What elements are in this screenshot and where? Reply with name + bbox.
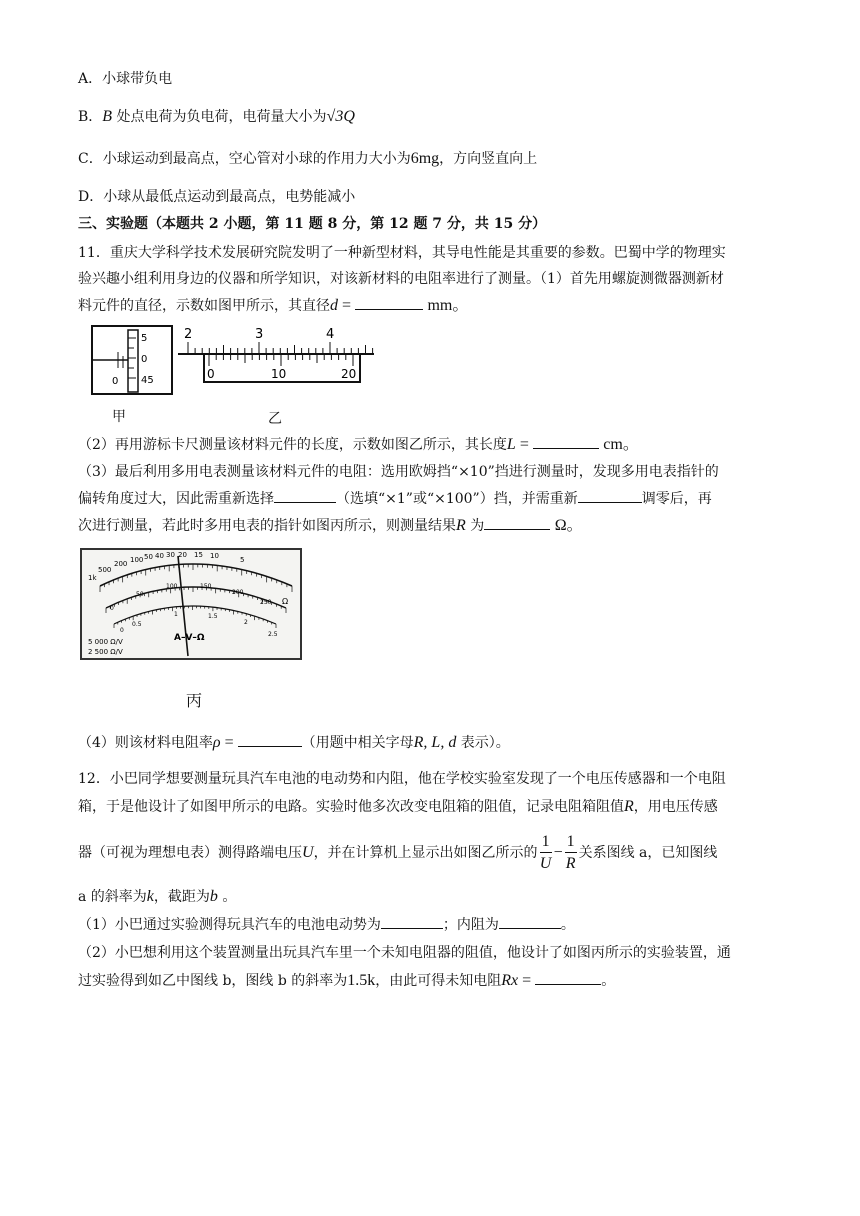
meter-low-0: 0	[120, 627, 124, 634]
q12-U-var: U	[302, 844, 314, 861]
q11-d-var: d	[330, 297, 338, 314]
q12-line3-b: ，并在计算机上显示出如图乙所示的	[313, 845, 538, 861]
option-a-text: A．小球带负电	[78, 71, 173, 87]
section-title	[78, 213, 546, 235]
q11-part3-line2	[78, 488, 712, 510]
meter-low-0-5: 0.5	[132, 621, 142, 628]
caliper-main-ticks	[188, 342, 376, 354]
meter-omega-symbol: Ω	[282, 597, 289, 606]
meter-mid-50: 50	[136, 591, 144, 598]
q11-d-answer-blank[interactable]	[355, 295, 423, 310]
q12-Rx-answer-blank[interactable]	[535, 970, 601, 985]
q12-slope-value: 1.5k	[347, 972, 376, 989]
meter-low-1: 1	[174, 611, 178, 618]
caliper-figure	[176, 324, 376, 390]
q11-line2	[78, 268, 724, 290]
q11-part4-eq: =	[220, 734, 238, 751]
q12-part1	[78, 914, 575, 936]
q12-part2-line1-text: （2）小巴想利用这个装置测量出玩具汽车里一个未知电阻器的阻值，他设计了如图丙所示的实验装置，通	[78, 945, 731, 961]
meter-low-2-5: 2.5	[268, 631, 278, 638]
q11-line3-text: 料元件的直径，示数如图甲所示，其直径	[78, 298, 330, 314]
meter-low-2: 2	[244, 619, 248, 626]
meter-top-500: 500	[98, 566, 112, 574]
figure-bing-label: 丙	[186, 691, 203, 710]
q12-frac-1-over-U	[540, 832, 552, 875]
q11-d-unit: mm。	[427, 297, 469, 314]
q11-line1	[78, 242, 726, 264]
meter-top-200: 200	[114, 560, 128, 568]
option-b	[78, 106, 355, 128]
q11-part4-c: 表示）。	[460, 735, 510, 751]
option-b-text: 处点电荷为负电荷，电荷量大小为	[116, 109, 327, 125]
caliper-vernier-10: 10	[271, 367, 287, 381]
q12-line2-b: ，用电压传感	[633, 799, 718, 815]
q12-part2-line2-b: ，由此可得未知电阻	[375, 973, 502, 989]
q12-line4-b: ，截距为	[153, 889, 210, 905]
meter-top-50: 50	[144, 553, 153, 561]
meter-mid-150: 150	[200, 583, 212, 590]
q12-resistance-answer-blank[interactable]	[499, 914, 561, 929]
meter-top-100: 100	[130, 556, 144, 564]
q11-L-unit: cm。	[603, 436, 639, 453]
meter-top-15: 15	[194, 551, 203, 559]
meter-mid-200: 200	[232, 589, 244, 596]
q12-part2-line2-c: 。	[601, 973, 616, 989]
q12-Rx-var: Rx	[501, 972, 519, 989]
option-d	[78, 186, 355, 208]
q11-rho-answer-blank[interactable]	[238, 732, 302, 747]
option-c-tail: ，方向竖直向上	[439, 151, 538, 167]
micrometer-label-5: 5	[141, 333, 148, 344]
q11-range-answer-blank[interactable]	[274, 488, 336, 503]
q12-part1-b: ；内阻为	[442, 917, 499, 933]
meter-top-1k: 1k	[88, 574, 97, 582]
meter-spec-2: 2 500 Ω/V	[88, 648, 123, 656]
q12-frac2-den: R	[565, 854, 576, 872]
q11-part4	[78, 732, 510, 754]
figure-yi-label: 乙	[268, 411, 282, 427]
q12-emf-answer-blank[interactable]	[381, 914, 443, 929]
meter-top-40: 40	[155, 552, 164, 560]
caliper-main-4: 4	[326, 327, 335, 342]
meter-mid-250: 250	[260, 599, 272, 606]
q12-Rx-eq: =	[518, 972, 536, 989]
option-c	[78, 148, 537, 170]
micrometer-thimble	[128, 330, 138, 392]
q12-line2-a: 箱，于是他设计了如图甲所示的电路。实验时他多次改变电阻箱的阻值，记录电阻箱阻值	[78, 799, 624, 815]
option-d-text: D．小球从最低点运动到最高点，电势能减小	[78, 189, 356, 205]
q11-L-var: L	[506, 436, 516, 453]
option-a	[78, 68, 172, 90]
option-b-var: B	[102, 108, 113, 125]
q11-part4-b: （用题中相关字母	[301, 735, 414, 751]
q11-part2-eq: =	[515, 436, 533, 453]
q11-line2-text: 验兴趣小组利用身边的仪器和所学知识，对该新材料的电阻率进行了测量。（1）首先用螺旋测微器测新材	[78, 271, 724, 287]
caliper-vernier-0: 0	[207, 367, 215, 381]
figure-jia-label: 甲	[112, 409, 126, 425]
q12-line4	[78, 886, 236, 908]
option-b-math: √3Q	[326, 108, 355, 125]
q11-part3-line1-text: （3）最后利用多用电表测量该材料元件的电阻：选用欧姆挡“×10”挡进行测量时，发现多用电表指针的	[78, 464, 719, 480]
q12-minus: −	[553, 844, 563, 861]
q12-frac2-num: 1	[565, 832, 577, 853]
meter-top-20: 20	[178, 551, 187, 559]
meter-title: A–V–Ω	[174, 633, 205, 643]
q12-line3-a: 器（可视为理想电表）测得路端电压	[78, 845, 302, 861]
q12-k-var: k	[146, 888, 154, 905]
q11-R-unit: Ω。	[554, 517, 583, 534]
q12-line4-c: 。	[222, 889, 237, 905]
caliper-main-2: 2	[184, 327, 193, 342]
q12-part1-a: （1）小巴通过实验测得玩具汽车的电池电动势为	[78, 917, 381, 933]
option-c-math: 6mg	[410, 150, 440, 167]
q11-part3-line2-b: （选填“×1”或“×100”）挡，并需重新	[336, 491, 578, 507]
q11-line1-text: 11．重庆大学科学技术发展研究院发明了一种新型材料，其导电性能是其重要的参数。巴蜀中学的物理实	[78, 245, 726, 261]
q11-part3-line2-c: 调零后，再	[641, 491, 712, 507]
option-b-label: B．	[78, 109, 103, 125]
meter-top-5: 5	[240, 556, 245, 564]
q11-part2	[78, 434, 639, 456]
q12-part2-line2	[78, 970, 615, 992]
micrometer-zero-label: 0	[112, 376, 119, 387]
q11-part4-text: （4）则该材料电阻率	[78, 735, 213, 751]
q11-rho-var: ρ	[212, 734, 221, 751]
q12-frac1-den: U	[539, 854, 552, 872]
meter-top-10: 10	[210, 552, 219, 560]
multimeter-figure	[80, 548, 302, 660]
q11-part2-text: （2）再用游标卡尺测量该材料元件的长度，示数如图乙所示，其长度	[78, 437, 507, 453]
q11-part3-line3-a: 次进行测量，若此时多用电表的指针如图丙所示，则测量结果	[78, 518, 456, 534]
q12-part2-line1	[78, 942, 731, 964]
q12-frac-1-over-R	[565, 832, 577, 875]
q11-eq: =	[338, 297, 356, 314]
meter-top-30: 30	[166, 551, 175, 559]
section-title-text: 三、实验题（本题共 2 小题，第 11 题 8 分，第 12 题 7 分，共 15 分）	[78, 216, 547, 232]
micrometer-figure	[78, 322, 178, 402]
q11-R-answer-blank[interactable]	[484, 515, 550, 530]
q11-zero-answer-blank[interactable]	[578, 488, 642, 503]
q11-part3-line3	[78, 515, 583, 537]
q12-b-var: b	[209, 888, 218, 905]
q12-line1	[78, 768, 726, 790]
q12-line3-c: 关系图线 a，已知图线	[578, 845, 718, 861]
q11-part3-line3-b: 为	[470, 518, 485, 534]
q12-R-var: R	[624, 798, 634, 815]
micrometer-label-45: 45	[141, 375, 154, 386]
micrometer-label-0: 0	[141, 354, 148, 365]
q12-line1-text: 12．小巴同学想要测量玩具汽车电池的电动势和内阻，他在学校实验室发现了一个电压传感器和一个电阻	[78, 771, 726, 787]
q11-part4-vars: R, L, d	[413, 734, 457, 751]
caliper-vernier-ticks	[209, 354, 353, 366]
caliper-vernier-20: 20	[341, 367, 357, 381]
q12-line3	[78, 830, 717, 876]
q12-part1-c: 。	[560, 917, 575, 933]
meter-mid-100: 100	[166, 583, 178, 590]
q11-L-answer-blank[interactable]	[533, 434, 599, 449]
meter-spec-1: 5 000 Ω/V	[88, 638, 123, 646]
q12-frac1-num: 1	[540, 832, 552, 853]
q12-part2-line2-a: 过实验得到如乙中图线 b，图线 b 的斜率为	[78, 973, 348, 989]
q12-line2	[78, 796, 718, 818]
option-c-text: C．小球运动到最高点，空心管对小球的作用力大小为	[78, 151, 411, 167]
meter-mid-0: 0	[110, 605, 114, 612]
q11-line3	[78, 295, 468, 317]
q11-R-var: R	[456, 517, 466, 534]
meter-low-1-5: 1.5	[208, 613, 218, 620]
q11-part3-line1	[78, 461, 719, 483]
q11-part3-line2-a: 偏转角度过大，因此需重新选择	[78, 491, 274, 507]
caliper-main-3: 3	[255, 327, 264, 342]
q12-line4-a: a 的斜率为	[78, 889, 147, 905]
